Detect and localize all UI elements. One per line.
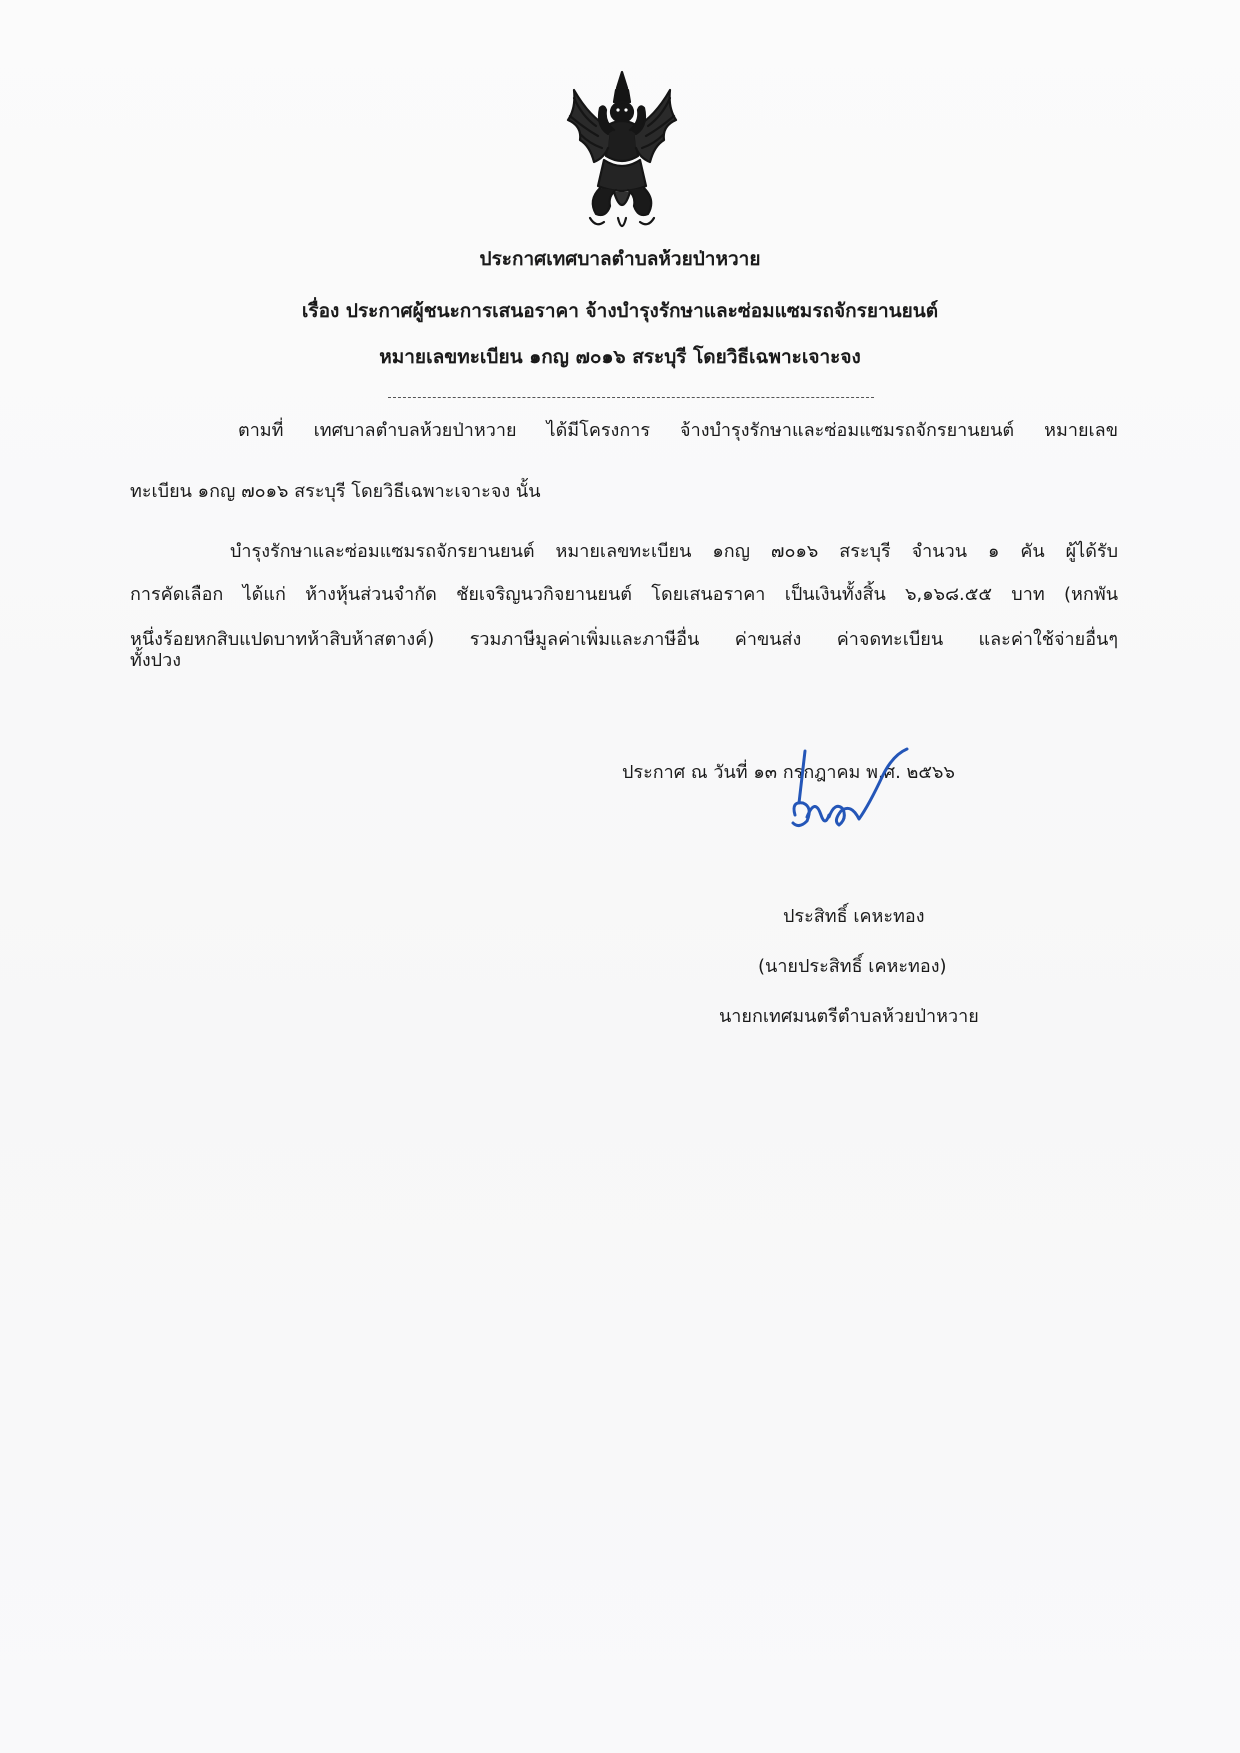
paragraph-1-line-1: ตามที่ เทศบาลตำบลห้วยป่าหวาย ได้มีโครงการ จ้างบำรุงรักษาและซ่อมแซมรถจักรยานยนต์ หมายเลข [238,420,1118,441]
announcement-subject-continued: หมายเลขทะเบียน ๑กญ ๗๐๑๖ สระบุรี โดยวิธีเฉพาะเจาะจง [379,346,861,368]
announcement-date: ประกาศ ณ วันที่ ๑๓ กรกฎาคม พ.ศ. ๒๕๖๖ [622,762,955,783]
announcement-title: ประกาศเทศบาลตำบลห้วยป่าหวาย [479,248,761,270]
paragraph-2-line-4: ทั้งปวง [130,650,181,671]
handwritten-signature-icon [785,745,915,860]
signer-full-name: (นายประสิทธิ์ เคหะทอง) [758,956,947,977]
announcement-subject: เรื่อง ประกาศผู้ชนะการเสนอราคา จ้างบำรุงรักษาและซ่อมแซมรถจักรยานยนต์ [301,300,939,322]
signer-position: นายกเทศมนตรีตำบลห้วยป่าหวาย [719,1006,979,1027]
garuda-emblem-icon [560,68,684,238]
paragraph-2-line-2: การคัดเลือก ได้แก่ ห้างหุ้นส่วนจำกัด ชัยเจริญนวกิจยานยนต์ โดยเสนอราคา เป็นเงินทั้งสิ้น ๖,๑๖๘.๕๕ บาท (หกพัน [130,584,1118,605]
header-divider [388,397,874,398]
signer-name: ประสิทธิ์ เคหะทอง [783,906,925,927]
paragraph-2-line-3: หนึ่งร้อยหกสิบแปดบาทห้าสิบห้าสตางค์) รวมภาษีมูลค่าเพิ่มและภาษีอื่น ค่าขนส่ง ค่าจดทะเบียน และค่าใช้จ่ายอื่นๆ [130,629,1118,650]
paragraph-1-line-2: ทะเบียน ๑กญ ๗๐๑๖ สระบุรี โดยวิธีเฉพาะเจาะจง นั้น [130,481,541,502]
paragraph-2-line-1: บำรุงรักษาและซ่อมแซมรถจักรยานยนต์ หมายเลขทะเบียน ๑กญ ๗๐๑๖ สระบุรี จำนวน ๑ คัน ผู้ได้รับ [230,541,1118,562]
